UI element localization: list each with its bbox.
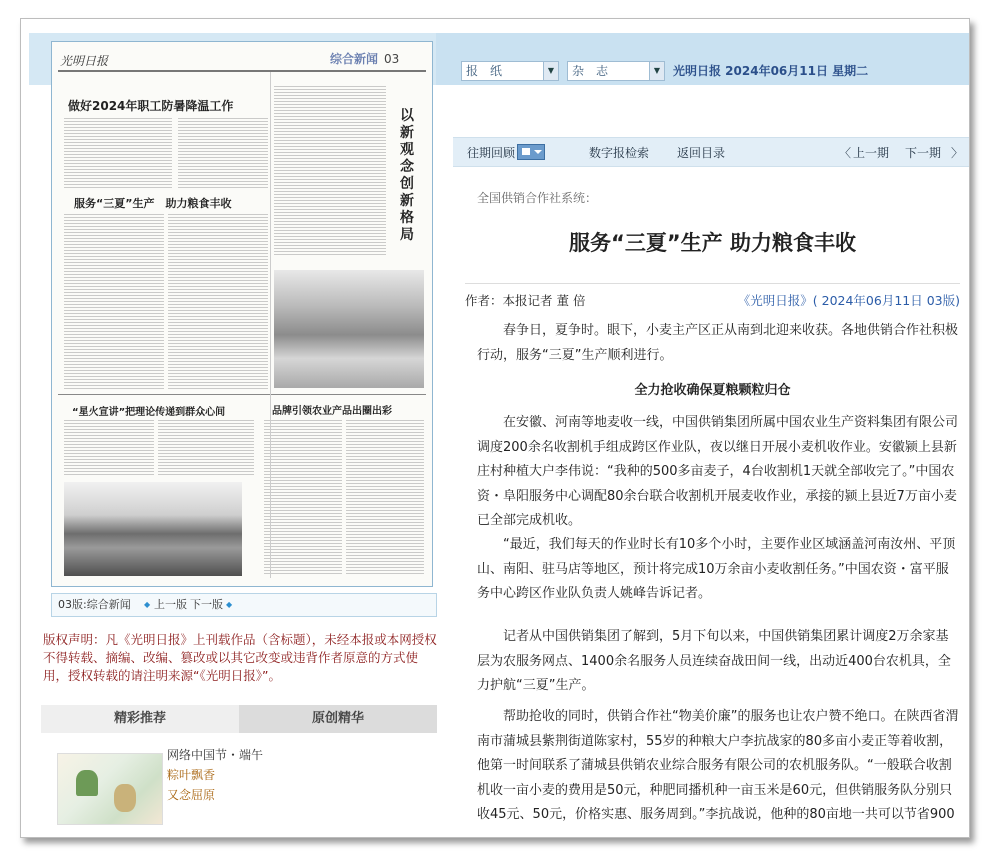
next-page-link[interactable]: 下一版 (190, 598, 223, 611)
title-divider (465, 283, 960, 284)
tab-featured[interactable]: 精彩推荐 (41, 705, 239, 733)
divider (58, 394, 426, 395)
masthead-rule (58, 70, 426, 72)
newspaper-select[interactable]: 报 纸 ▼ (461, 61, 559, 81)
recommendation-tabs (41, 705, 437, 733)
article-paragraph: 春争日，夏争时。眼下，小麦主产区正从南到北迎来收获。各地供销合作社积极行动，服务“三夏”生产顺利进行。 (477, 323, 959, 363)
article-paragraph: “最近，我们每天的作业时长有10多个小时，主要作业区域涵盖河南汝州、平顶山、南阳、驻马店等地区，预计将完成10万余亩小麦收割任务。”中国农资・富平服务中心跨区作业队负责人姚峰告诉记者。 (477, 537, 956, 601)
next-issue-link[interactable]: 下一期 (905, 146, 942, 160)
rec-item-title[interactable]: 网络中国节・端午 (167, 748, 264, 762)
arrow-right-icon: ◆ (226, 600, 233, 609)
chevron-down-icon: ▼ (649, 62, 664, 80)
back-to-index-link[interactable]: 返回目录 (677, 146, 726, 160)
preview-headline[interactable]: 做好2024年职工防暑降温工作 (68, 99, 234, 113)
edition-label: 综合新闻 03 (330, 52, 400, 66)
article-reference: 《光明日报》( 2024年06月11日 03版) (737, 293, 960, 308)
article-subheading: 全力抢收确保夏粮颗粒归仓 (634, 383, 791, 398)
article-paragraph: 在安徽、河南等地麦收一线，中国供销集团所属中国农业生产资料集团有限公司调度200余名收割机手组成跨区作业队，夜以继日开展小麦机收作业。安徽颍上县新庄村种植大户李伟说：“我种的500多亩麦子，4台收割机1天就全部收完了。”中国农资・阜阳服务中心调配80余台联合收割机开展麦收作业，承接的颍上县近7万亩小麦已全部完成机收。 (477, 415, 959, 528)
dragon-boat-thumbnail[interactable] (57, 753, 163, 825)
column-divider (270, 72, 271, 578)
tab-original[interactable]: 原创精华 (239, 705, 437, 733)
issue-date: 光明日报 2024年06月11日 星期二 (673, 64, 869, 78)
text-block (346, 420, 424, 576)
newspaper-page-preview[interactable] (51, 41, 433, 587)
article-title: 服务“三夏”生产 助力粮食丰收 (569, 231, 856, 255)
current-page-label: 03版:综合新闻 (58, 598, 131, 611)
preview-headline[interactable]: 品牌引领农业产品出圈出彩 (272, 406, 392, 417)
text-block (274, 86, 386, 256)
digital-search-link[interactable]: 数字报检索 (589, 146, 650, 160)
text-block (178, 118, 268, 188)
page-navigation (51, 593, 437, 617)
copyright-notice: 版权声明：凡《光明日报》上刊载作品（含标题），未经本报或本网授权不得转载、摘编、改编、篡改或以其它改变或违背作者原意的方式使用，授权转载的请注明来源“《光明日报》”。 (43, 632, 437, 683)
next-chevron-icon: 〉 (951, 146, 964, 160)
text-block (64, 118, 172, 188)
text-block (168, 214, 268, 390)
calendar-dropdown-icon[interactable] (517, 144, 545, 160)
rec-item-link[interactable]: 粽叶飘香 (167, 768, 216, 782)
article-paragraph: 记者从中国供销集团了解到，5月下旬以来，中国供销集团累计调度2万余家基层为农服务网点、1400余名服务人员连续奋战田间一线，出动近400台农机具，全力护航“三夏”生产。 (477, 629, 951, 693)
leaf-icon (76, 770, 98, 796)
figure-icon (114, 784, 136, 812)
masthead: 光明日报 (60, 54, 109, 68)
text-block (158, 420, 254, 476)
arrow-left-icon: ◆ (144, 600, 151, 609)
prev-page-link[interactable]: 上一版 (154, 598, 187, 611)
preview-headline[interactable]: “星火宣讲”把理论传递到群众心间 (72, 407, 226, 418)
magazine-select[interactable]: 杂 志 ▼ (567, 61, 665, 81)
preview-headline[interactable]: 服务“三夏”生产 助力粮食丰收 (74, 197, 232, 210)
news-photo (274, 270, 424, 388)
text-block (264, 420, 342, 576)
pavilion-photo (64, 482, 242, 576)
article-paragraph: 帮助抢收的同时，供销合作社“物美价廉”的服务也让农户赞不绝口。在陕西省渭南市蒲城县紫荆街道陈家村，55岁的种粮大户李抗战家的80多亩小麦正等着收割，他第一时间联系了蒲城县供销农业综合服务有限公司的农机服务队。“一般联合收割机收一亩小麦的费用是50元，种肥同播机种一亩玉米是60元，但供销服务队分别只收45元、50元，价格实惠、服务周到。”李抗战说，他种的80亩地一共可以节省900 (477, 709, 959, 822)
text-block (64, 420, 154, 476)
prev-issue-link[interactable]: 上一期 (853, 146, 890, 160)
page-frame (20, 18, 970, 838)
issue-toolbar (453, 137, 969, 167)
vertical-title[interactable]: 以新观念创新格局 (400, 108, 414, 243)
article-author: 作者：本报记者 董 倍 (465, 293, 586, 308)
prev-chevron-icon: 〈 (839, 146, 852, 160)
rec-item-link[interactable]: 又念屈原 (167, 788, 216, 802)
past-issues-label[interactable]: 往期回顾 (467, 146, 516, 160)
article-meta (465, 291, 960, 309)
article-source: 全国供销合作社系统： (477, 191, 598, 205)
chevron-down-icon: ▼ (543, 62, 558, 80)
text-block (64, 214, 164, 390)
